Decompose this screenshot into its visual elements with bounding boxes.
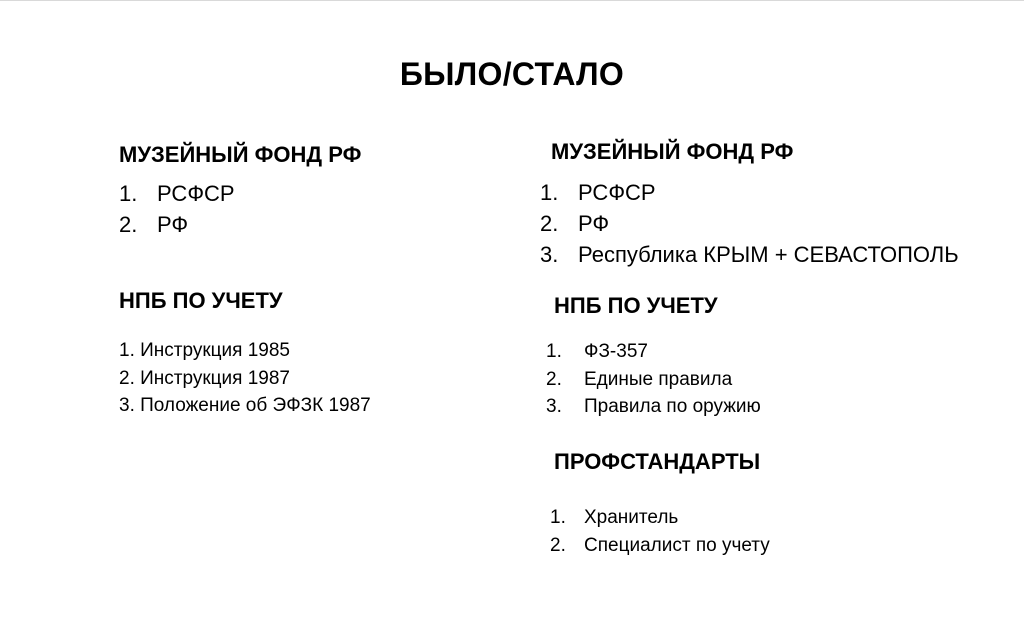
left-museum-heading: МУЗЕЙНЫЙ ФОНД РФ (119, 142, 362, 167)
item-number: 2. (550, 534, 566, 556)
list-item (540, 177, 959, 208)
item-number: 1. (546, 341, 562, 362)
right-museum-heading: МУЗЕЙНЫЙ ФОНД РФ (551, 139, 794, 164)
list-item (550, 532, 770, 560)
item-number: 1. (550, 507, 566, 528)
item-text: РСФСР (157, 181, 235, 206)
list-item (119, 209, 235, 240)
left-npb-heading: НПБ ПО УЧЕТУ (119, 288, 283, 313)
right-museum-list (540, 177, 959, 270)
list-item (546, 338, 761, 366)
item-text: Правила по оружию (584, 396, 761, 417)
item-number: 2. (546, 368, 562, 390)
item-text: РФ (578, 211, 610, 236)
list-item (546, 366, 761, 394)
item-number: 2. (119, 212, 138, 237)
top-border-line (0, 0, 1024, 1)
list-item (550, 504, 770, 532)
item-text: Республика КРЫМ + СЕВАСТОПОЛЬ (578, 242, 959, 267)
item-number: 1. (540, 180, 559, 205)
left-museum-list (119, 178, 235, 240)
list-item (119, 178, 235, 209)
right-prof-list (550, 504, 770, 559)
item-number: 3. (540, 242, 559, 267)
list-item: 3. Положение об ЭФЗК 1987 (119, 395, 371, 416)
right-prof-heading: ПРОФСТАНДАРТЫ (554, 449, 761, 474)
item-number: 3. (546, 396, 562, 417)
item-text: Единые правила (584, 368, 733, 390)
list-item (540, 239, 959, 270)
right-npb-heading: НПБ ПО УЧЕТУ (554, 293, 718, 318)
item-text: Хранитель (584, 507, 679, 528)
item-text: РФ (157, 212, 189, 237)
item-number: 2. (540, 211, 559, 236)
list-item (546, 393, 761, 421)
right-npb-list (546, 338, 761, 421)
item-number: 1. (119, 181, 138, 206)
slide-title: БЫЛО/СТАЛО (399, 56, 625, 92)
list-item (540, 208, 959, 239)
list-item: 1. Инструкция 1985 (119, 340, 290, 361)
left-npb-list (119, 337, 371, 420)
item-text: РСФСР (578, 180, 656, 205)
list-item: 2. Инструкция 1987 (119, 367, 290, 389)
item-text: ФЗ-357 (584, 341, 648, 362)
item-text: Специалист по учету (584, 534, 770, 556)
